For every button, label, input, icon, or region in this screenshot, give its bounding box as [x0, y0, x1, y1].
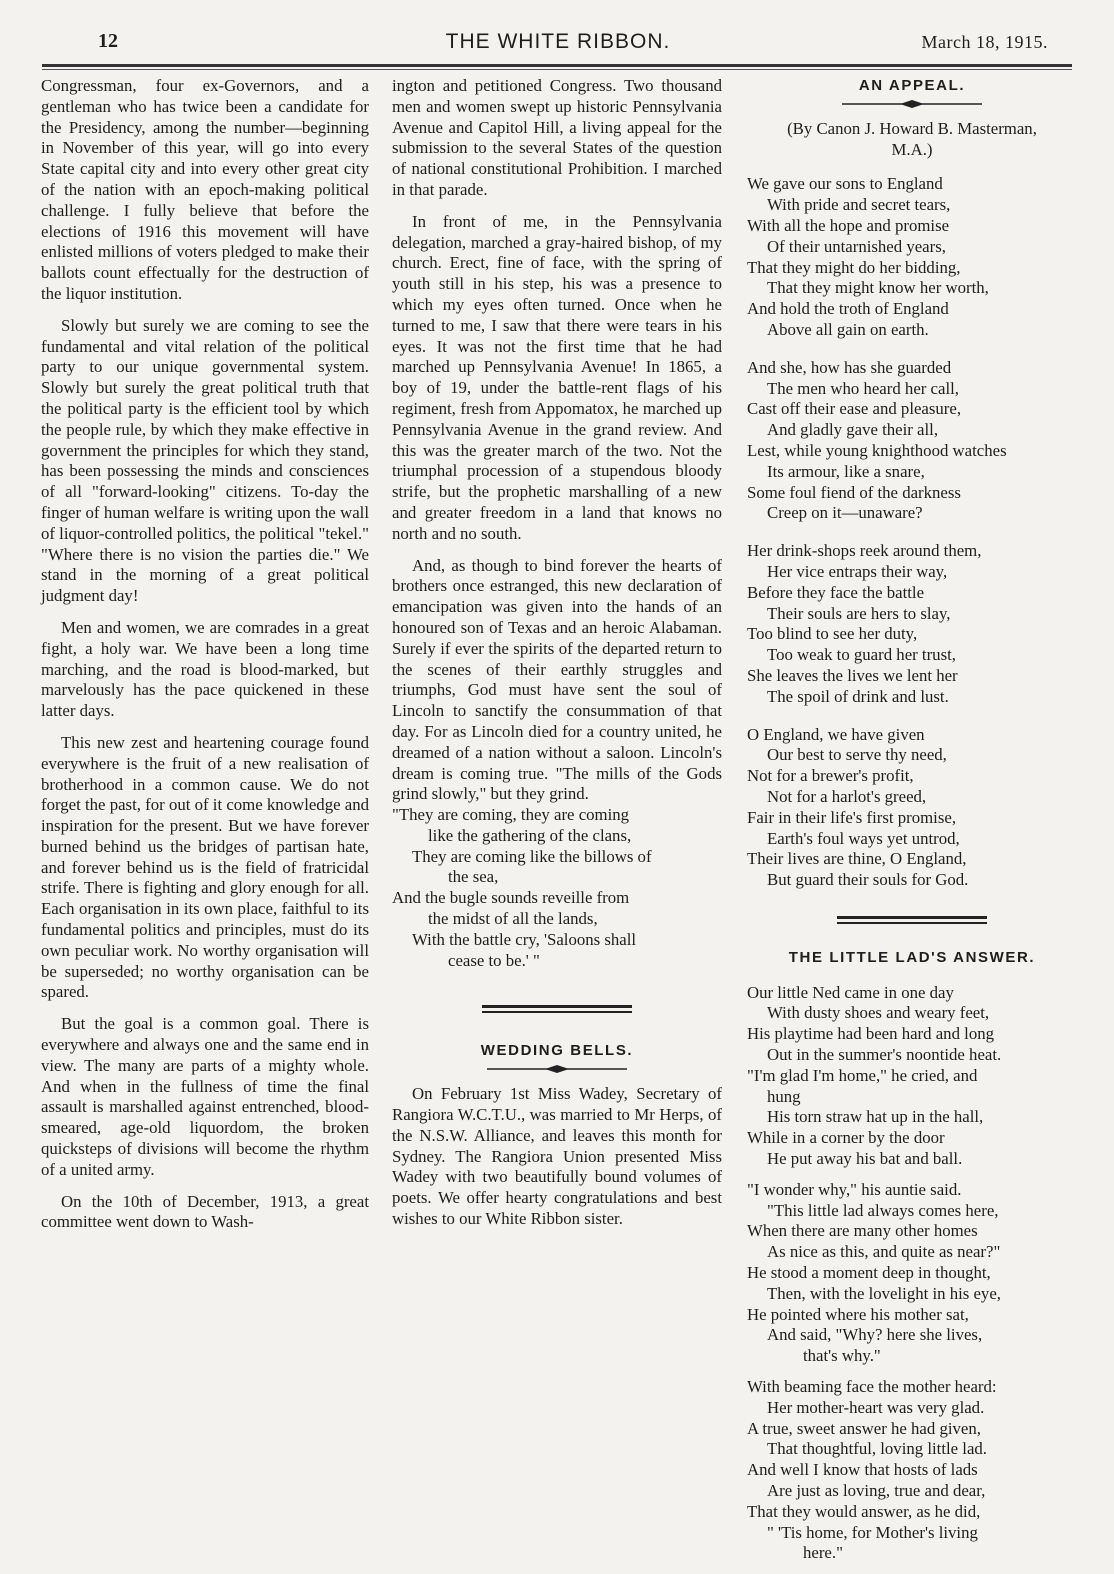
poem-line: Before they face the battle: [747, 582, 925, 602]
article-paragraph: This new zest and heartening courage found everywhere is the fruit of a new realisation of brotherhood in a common cause. We do not forget the past, for out of it come knowledge and inspiration for the present. But we have forever burned behind us the bridges of partisan hate, and forever behind us is the field of fratricidal strife. There is fighting and glory enough for all. Each organisation in its own place, faithful to its fundamental politics and principles, must do its own peculiar work. No worthy organisation will be superseded; no worthy organisation can be spared.: [41, 732, 369, 1002]
wedding-bells-heading: WEDDING BELLS.: [480, 1042, 634, 1060]
poem-line: Are just as loving, true and dear,: [767, 1481, 986, 1501]
article-paragraph: Slowly but surely we are coming to see the fundamental and vital relation of the political party to our unique governmental system. Slowly but surely the great political truth that the political party is the efficient tool by which the people rule, by which they make effective in government the principles for which they stand, has been possessing the minds and consciences of all "forward-looking" citizens. To-day the finger of human welfare is writing upon the wall of liquor-controlled politics, the political "tekel." "Where there is no vision the parties die." We stand in the morning of a great political judgment day!: [41, 315, 369, 606]
byline-line: (By Canon J. Howard B. Masterman,: [787, 118, 1037, 138]
poem-line: His torn straw hat up in the hall,: [767, 1107, 984, 1127]
article-paragraph: And, as though to bind forever the hearts of brothers once estranged, this new declaration of emancipation was given into the hands of an honoured son of Texas and an heroic Alabaman. Surely if ever the spirits of the departed return to the scenes of their earthly struggles and triumphs, God must have sent the soul of Lincoln to sanctify the consummation of that day. For as Lincoln died for a country united, he dreamed of a nation without a saloon. Lincoln's dream is coming true. "The mills of the Gods grind slowly," but they grind.: [392, 555, 722, 804]
poem-line: And hold the troth of England: [747, 299, 949, 319]
header-rule: [42, 64, 1072, 70]
poem-line: that's why.": [803, 1346, 881, 1366]
poem-line: Above all gain on earth.: [767, 319, 929, 339]
poem-line: "This little lad always comes here,: [767, 1200, 999, 1220]
wedding-paragraph: On February 1st Miss Wadey, Secretary of Rangiora W.C.T.U., was married to Mr Herps, of the N.S.W. Alliance, and leaves this month for Sydney. The Rangiora Union presented Miss Wadey with two beautifully bound volumes of poets. We offer hearty congratulations and best wishes to our White Ribbon sister.: [392, 1084, 722, 1229]
poem-line: Some foul fiend of the darkness: [747, 482, 961, 502]
poem-line: He put away his bat and ball.: [767, 1149, 963, 1169]
byline-line: M.A.): [891, 139, 933, 159]
poem-line: She leaves the lives we lent her: [747, 665, 958, 685]
poem-line: Of their untarnished years,: [767, 236, 946, 256]
poem-line: When there are many other homes: [747, 1221, 978, 1241]
poem-line: Not for a brewer's profit,: [747, 766, 914, 786]
poem-stanza: [747, 358, 1077, 524]
article-paragraph: ington and petitioned Congress. Two thousand men and women swept up historic Pennsylvania Avenue and Capitol Hill, a living appeal for the submission to the several States of the question of national constitutional Prohibition. I marched in that parade.: [392, 76, 722, 199]
page-number: 12: [98, 30, 118, 52]
poem-line: hung: [767, 1086, 801, 1106]
poem-line: He pointed where his mother sat,: [747, 1304, 969, 1324]
poem-stanza: [747, 174, 1077, 340]
poem-line: His playtime had been hard and long: [747, 1024, 994, 1044]
poem-line: A true, sweet answer he had given,: [747, 1418, 981, 1438]
article-paragraph: Congressman, four ex-Governors, and a gentleman who has twice been a candidate for the Presidency, among the number—beginning in November of this year, will go into every State capital city and into every other great city of the nation with an epoch-making political challenge. I fully believe that before the elections of 1916 this movement will have enlisted millions of voters pledged to make their ballots count effectually for the destruction of the liquor institution.: [41, 76, 369, 303]
poem-line: That they might do her bidding,: [747, 257, 961, 277]
ornament-dash-icon: [842, 99, 982, 109]
poem-stanza: [747, 983, 1077, 1170]
poem-line: We gave our sons to England: [747, 174, 943, 194]
column-2: [392, 76, 722, 1241]
poem-line: Out in the summer's noontide heat.: [767, 1045, 1002, 1065]
poem-line: The men who heard her call,: [767, 378, 959, 398]
poem-line: Our little Ned came in one day: [747, 982, 954, 1002]
poem-line: That they would answer, as he did,: [747, 1501, 981, 1521]
poem-line: Their souls are hers to slay,: [767, 603, 951, 623]
poem-stanza: [747, 1377, 1077, 1564]
poem-line: " 'Tis home, for Mother's living: [767, 1522, 978, 1542]
byline: [747, 119, 1077, 161]
verse-line: like the gathering of the clans,: [428, 825, 632, 845]
verse-line: With the battle cry, 'Saloons shall: [412, 929, 637, 949]
poem-stanza: [747, 541, 1077, 707]
poem-line: Then, with the lovelight in his eye,: [767, 1283, 1001, 1303]
poem-line: That they might know her worth,: [767, 278, 989, 298]
section-divider: [482, 1005, 632, 1013]
poem-line: "I'm glad I'm home," he cried, and: [747, 1065, 978, 1085]
article-paragraph: In front of me, in the Pennsylvania delegation, marched a gray-haired bishop, of my church. Erect, fine of face, with the spring of youth still in his step, his was a presence to which my eyes often turned. Once when he turned to me, I saw that there were tears in his eyes. It was not the first time that he had marched up Pennsylvania Avenue! In 1865, a boy of 19, under the battle-rent flags of his regiment, fresh from Appomatox, he marched up Pennsylvania Avenue in the grand review. And this was the greater march of the two. Not the triumphal procession of a stupendous bloody strife, but the prophetic marshalling of a new and greater freedom in a land that knows no north and no south.: [392, 211, 722, 543]
poem-line: "I wonder why," his auntie said.: [747, 1179, 962, 1199]
article-paragraph: On the 10th of December, 1913, a great committee went down to Wash-: [41, 1191, 369, 1232]
poem-line: Creep on it—unaware?: [767, 503, 923, 523]
poem-line: Too weak to guard her trust,: [767, 645, 956, 665]
column-1: [41, 76, 369, 1244]
article-paragraph: Men and women, we are comrades in a great fight, a holy war. We have been a long time marching, and the road is blood-marked, but marvelously has the pace quickened in these latter days.: [41, 617, 369, 721]
poem-line: Too blind to see her duty,: [747, 624, 918, 644]
poem-line: As nice as this, and quite as near?": [767, 1242, 1001, 1262]
poem-line: With all the hope and promise: [747, 215, 950, 235]
poem-line: And she, how has she guarded: [747, 357, 952, 377]
little-lads-answer-heading: THE LITTLE LAD'S ANSWER.: [788, 948, 1036, 966]
poem-line: But guard their souls for God.: [767, 870, 969, 890]
section-divider: [837, 916, 987, 924]
poem-line: Not for a harlot's greed,: [767, 786, 927, 806]
poem-line: While in a corner by the door: [747, 1128, 945, 1148]
poem-line: here.": [803, 1543, 843, 1563]
masthead: [40, 28, 1076, 60]
verse-line: cease to be.' ": [448, 950, 540, 970]
poem-line: Her vice entraps their way,: [767, 561, 948, 581]
ornament-dash-icon: [487, 1064, 627, 1074]
publication-title: THE WHITE RIBBON.: [445, 30, 671, 53]
poem-line: Our best to serve thy need,: [767, 745, 947, 765]
poem-line: And well I know that hosts of lads: [747, 1460, 978, 1480]
poem-line: O England, we have given: [747, 724, 925, 744]
poem-line: Their lives are thine, O England,: [747, 849, 967, 869]
verse-line: the midst of all the lands,: [428, 909, 598, 929]
poem-line: With pride and secret tears,: [767, 195, 951, 215]
poem-line: Fair in their life's first promise,: [747, 807, 957, 827]
article-paragraph: But the goal is a common goal. There is everywhere and always one and the same end in view. The many are parts of a mighty whole. And when in the fullness of time the final assault is marshalled against entrenched, blood-smeared, age-old liquordom, the broken quicksteps of divisions will become the rhythm of a united army.: [41, 1014, 369, 1179]
poem-line: With dusty shoes and weary feet,: [767, 1003, 990, 1023]
poem-line: And said, "Why? here she lives,: [767, 1325, 983, 1345]
poem-line: Lest, while young knighthood watches: [747, 440, 1007, 460]
poem-line: That thoughtful, loving little lad.: [767, 1439, 987, 1459]
quoted-verse: [392, 805, 722, 971]
poem-line: He stood a moment deep in thought,: [747, 1263, 991, 1283]
poem-line: Her mother-heart was very glad.: [767, 1397, 985, 1417]
poem-line: Its armour, like a snare,: [767, 461, 925, 481]
poem-stanza: [747, 1180, 1077, 1367]
poem-line: And gladly gave their all,: [767, 420, 939, 440]
verse-line: the sea,: [448, 867, 499, 887]
verse-line: "They are coming, they are coming: [392, 805, 630, 825]
poem-line: Cast off their ease and pleasure,: [747, 399, 962, 419]
verse-line: And the bugle sounds reveille from: [392, 888, 630, 908]
poem-line: The spoil of drink and lust.: [767, 686, 949, 706]
issue-date: March 18, 1915.: [921, 32, 1048, 52]
poem-stanza: [747, 725, 1077, 891]
poem-line: Earth's foul ways yet untrod,: [767, 828, 960, 848]
an-appeal-heading: AN APPEAL.: [858, 77, 966, 94]
column-3: [747, 76, 1077, 1574]
poem-line: With beaming face the mother heard:: [747, 1377, 997, 1397]
poem-line: Her drink-shops reek around them,: [747, 541, 982, 561]
verse-line: They are coming like the billows of: [412, 846, 652, 866]
